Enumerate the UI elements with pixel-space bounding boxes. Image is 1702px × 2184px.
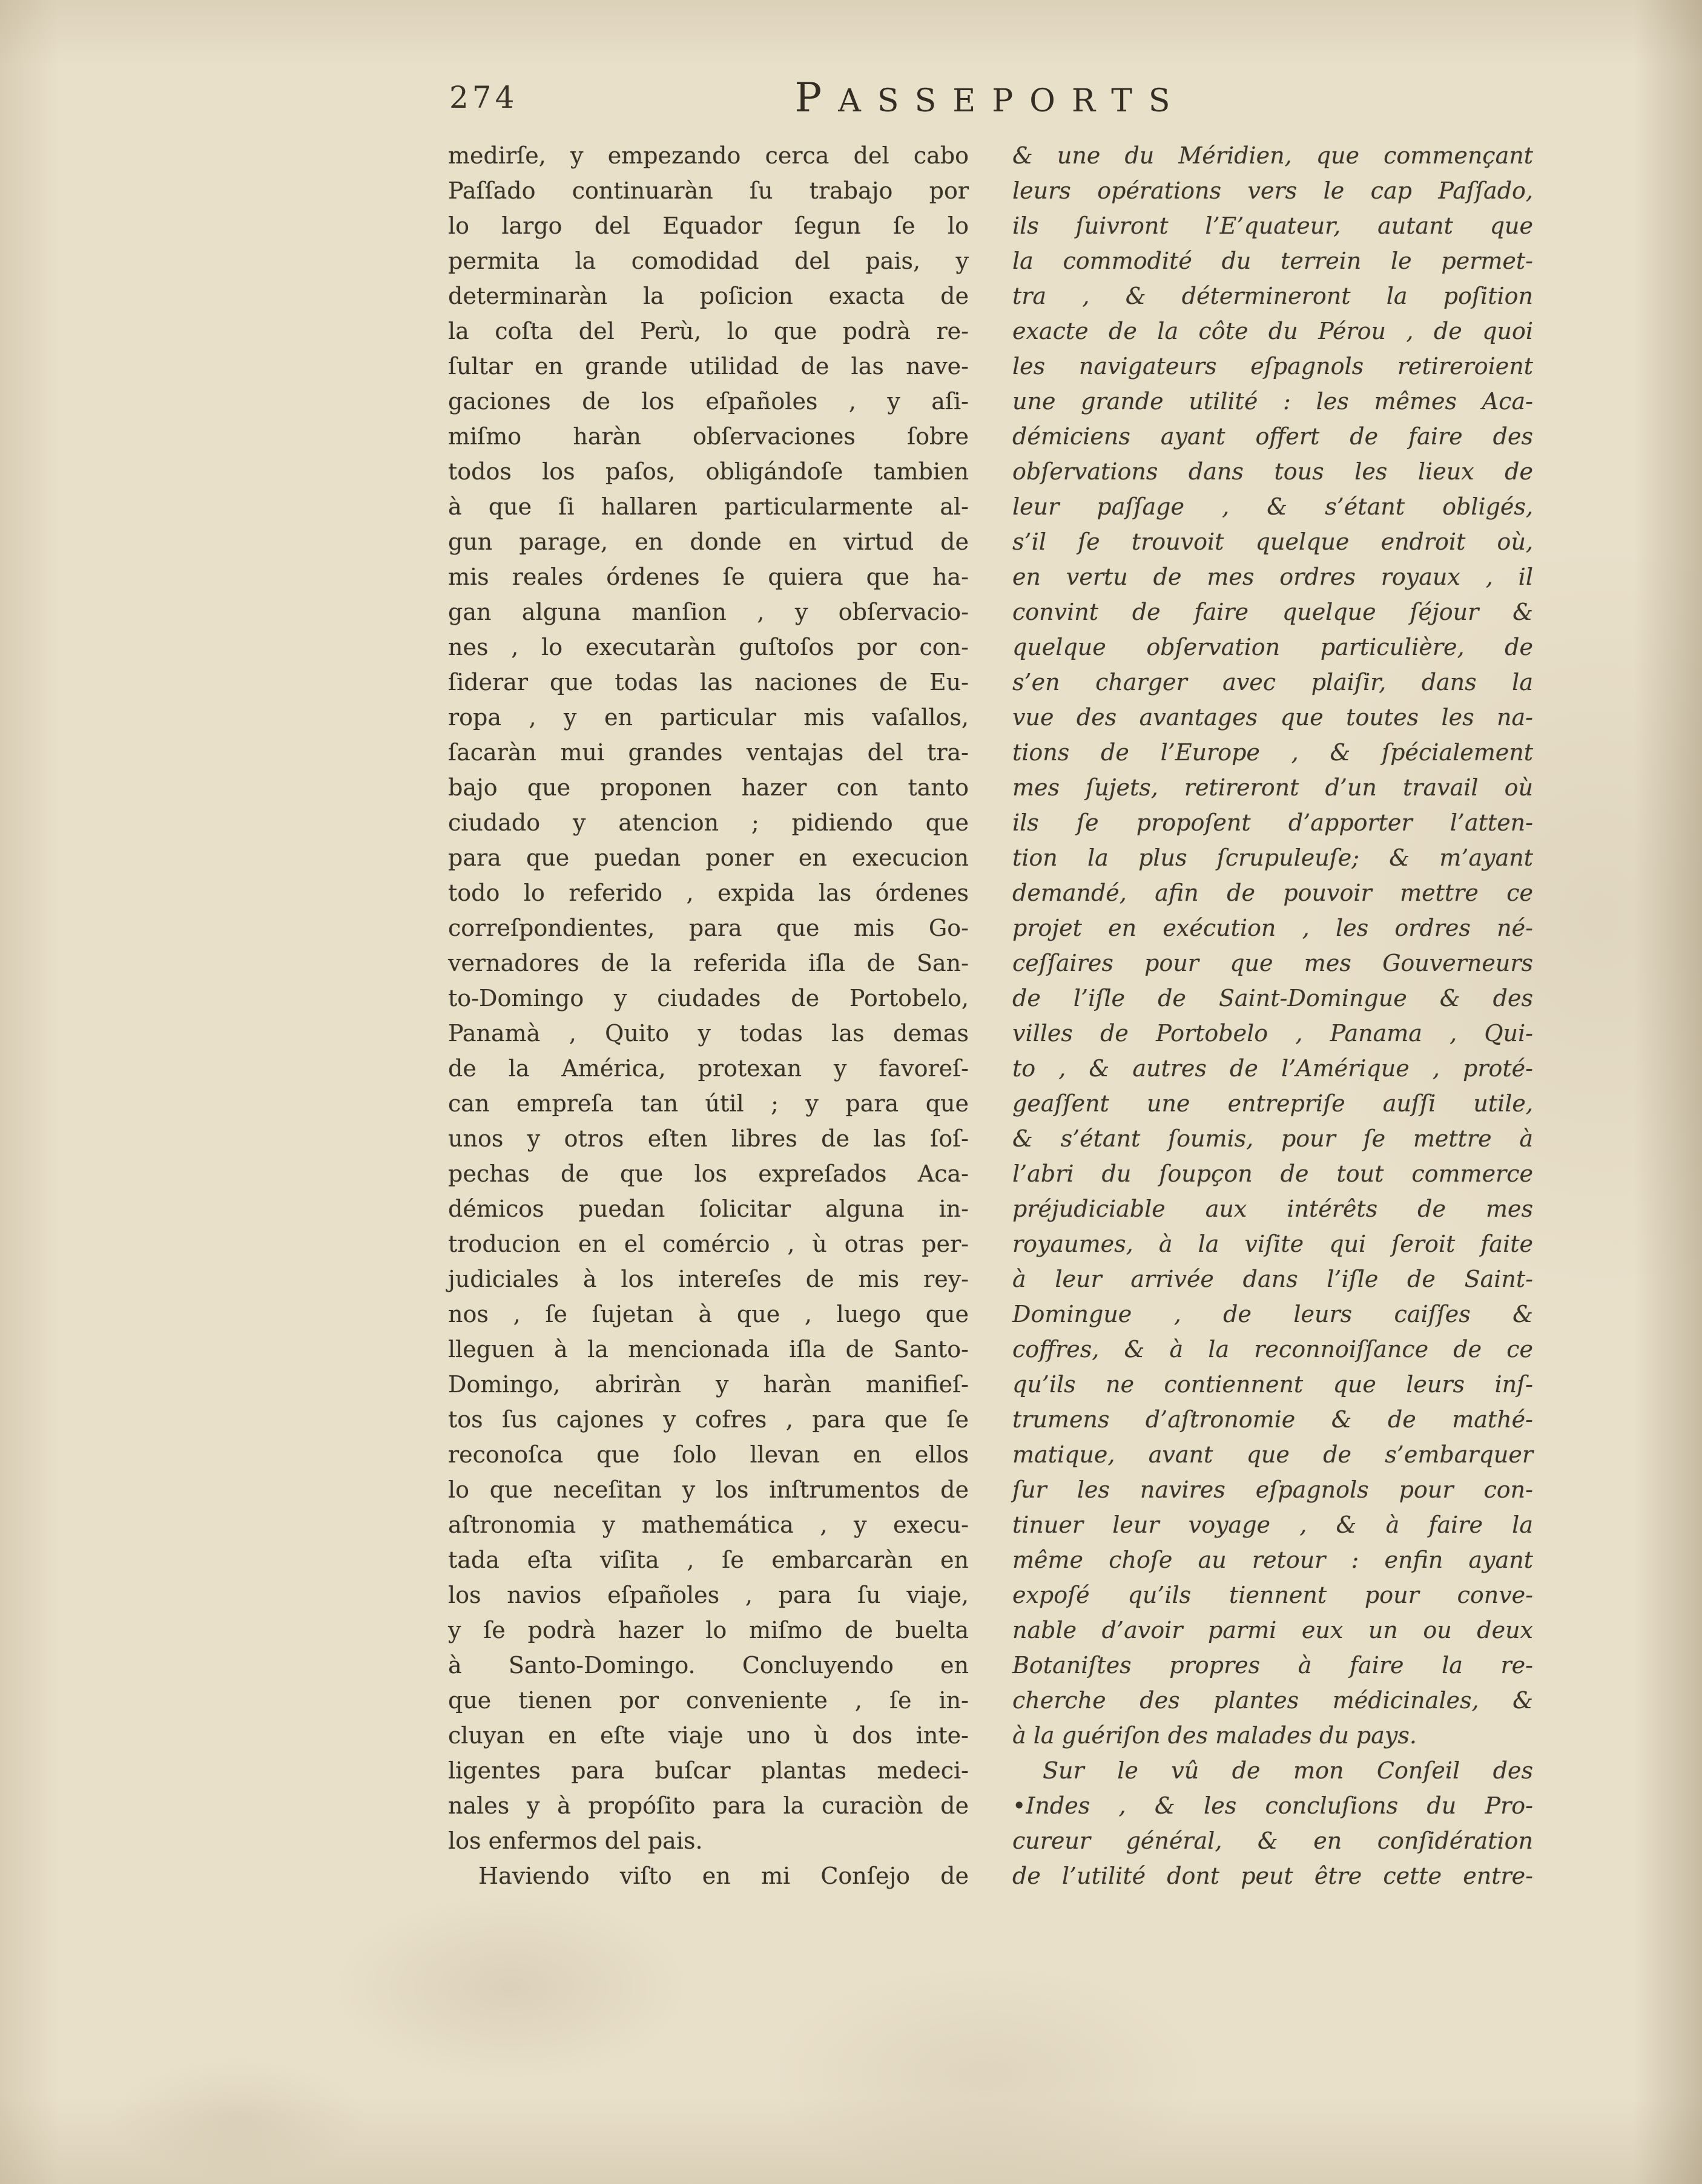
text-line: mes ſujets, retireront d’un travail où [1012,774,1533,801]
text-line: troducion en el comércio , ù otras per- [448,1231,969,1257]
text-line: Domingue , de leurs caiſſes & [1012,1301,1533,1327]
text-line: ciudado y atencion ; pidiendo que [448,809,969,836]
text-line: unos y otros eſten libres de las ſoſ- [448,1125,969,1152]
text-line: tion la plus ſcrupuleuſe; & m’ayant [1012,844,1533,871]
text-line: Sur le vû de mon Conſeil des [1043,1757,1533,1784]
page-title: PASSEPORTS [794,74,1187,121]
text-line: à leur arrivée dans l’iſle de Saint- [1012,1266,1533,1292]
text-line: to , & autres de l’Amérique , proté- [1012,1055,1533,1082]
two-column-text [448,138,1533,1893]
text-line: todo lo referido , expida las órdenes [448,880,969,906]
text-line: expoſé qu’ils tiennent pour conve- [1012,1582,1533,1608]
text-line: leur paſſage , & s’étant obligés, [1012,493,1533,520]
text-line: & s’étant ſoumis, pour ſe mettre à [1012,1125,1533,1152]
text-line: los navios eſpañoles , para ſu viaje, [448,1582,969,1608]
text-line: ils ſuivront l’E’quateur, autant que [1012,212,1533,239]
text-line: matique, avant que de s’embarquer [1012,1441,1533,1468]
right-column-french [1012,138,1533,1893]
text-line: nales y à propóſito para la curaciòn de [448,1792,969,1819]
text-line: can empreſa tan útil ; y para que [448,1090,969,1117]
text-line: todos los paſos, obligándoſe tambien [448,458,969,485]
text-line: démicos puedan ſolicitar alguna in- [448,1196,969,1222]
text-line: permita la comodidad del pais, y [448,248,969,274]
text-line: vernadores de la referida iſla de San- [448,950,969,976]
text-line: gan alguna manſion , y obſervacio- [448,599,969,625]
text-line: lo largo del Equador ſegun ſe lo [448,212,969,239]
text-line: y ſe podrà hazer lo miſmo de buelta [448,1617,969,1643]
text-line: demandé, afin de pouvoir mettre ce [1012,880,1533,906]
text-line: leurs opérations vers le cap Paſſado, [1012,177,1533,204]
text-line: même choſe au retour : enfin ayant [1012,1547,1533,1573]
text-line: to-Domingo y ciudades de Portobelo, [448,985,969,1011]
text-line: royaumes, à la viſite qui ſeroit faite [1012,1231,1533,1257]
text-line: ſultar en grande utilidad de las nave- [448,353,969,380]
text-line: reconoſca que ſolo llevan en ellos [448,1441,969,1468]
text-line: los enfermos del pais. [448,1827,703,1854]
text-line: trumens d’aſtronomie & de mathé- [1012,1406,1533,1433]
text-line: gun parage, en donde en virtud de [448,528,969,555]
text-line: Domingo, abriràn y haràn manifieſ- [448,1371,969,1398]
text-line: ſiderar que todas las naciones de Eu- [448,669,969,696]
text-line: ceſſaires pour que mes Gouverneurs [1012,950,1533,976]
page-number: 274 [449,80,518,115]
text-line: à Santo-Domingo. Concluyendo en [448,1652,969,1679]
text-line: tions de l’Europe , & ſpécialement [1012,739,1533,766]
text-line: à la guériſon des malades du pays. [1012,1722,1417,1749]
text-line: ſur les navires eſpagnols pour con- [1012,1476,1533,1503]
text-line: nes , lo executaràn guſtoſos por con- [448,634,969,660]
text-line: tos ſus cajones y cofres , para que ſe [448,1406,969,1433]
text-line: quelque obſervation particulière, de [1012,634,1533,660]
text-line: cureur général, & en conſidération [1012,1827,1533,1854]
text-line: •Indes , & les concluſions du Pro- [1012,1792,1533,1819]
text-line: para que puedan poner en execucion [448,844,969,871]
text-line: démiciens ayant offert de faire des [1012,423,1533,450]
text-line: tra , & détermineront la poſition [1012,283,1533,309]
text-line: judiciales à los intereſes de mis rey- [448,1266,969,1292]
text-line: les navigateurs eſpagnols retireroient [1012,353,1533,380]
text-line: ſacaràn mui grandes ventajas del tra- [448,739,969,766]
text-line: projet en exécution , les ordres né- [1012,915,1533,941]
text-line: & une du Méridien, que commençant [1012,142,1533,169]
text-line: ils ſe propoſent d’apporter l’atten- [1012,809,1533,836]
text-block [448,71,1533,1893]
text-line: aſtronomia y mathemática , y execu- [448,1511,969,1538]
text-line: en vertu de mes ordres royaux , il [1012,564,1533,590]
text-line: tada eſta viſita , ſe embarcaràn en [448,1547,969,1573]
text-line: obſervations dans tous les lieux de [1012,458,1533,485]
page-header [448,71,1533,127]
text-line: vue des avantages que toutes les na- [1012,704,1533,731]
text-line: ropa , y en particular mis vaſallos, [448,704,969,731]
text-line: préjudiciable aux intérêts de mes [1012,1196,1533,1222]
text-line: correſpondientes, para que mis Go- [448,915,969,941]
left-column-spanish [448,138,969,1893]
text-line: medirſe, y empezando cerca del cabo [448,142,969,169]
text-line: exacte de la côte du Pérou , de quoi [1012,318,1533,344]
text-line: determinaràn la poſicion exacta de [448,283,969,309]
text-line: geaſſent une entrepriſe auſſi utile, [1012,1090,1533,1117]
text-line: la coſta del Perù, lo que podrà re- [448,318,969,344]
text-line: une grande utilité : les mêmes Aca- [1012,388,1533,415]
text-line: nable d’avoir parmi eux un ou deux [1012,1617,1533,1643]
text-line: bajo que proponen hazer con tanto [448,774,969,801]
text-line: de l’utilité dont peut être cette entre- [1012,1863,1533,1889]
text-line: cluyan en eſte viaje uno ù dos inte- [448,1722,969,1749]
text-line: lleguen à la mencionada iſla de Santo- [448,1336,969,1363]
text-line: l’abri du ſoupçon de tout commerce [1012,1160,1533,1187]
text-line: la commodité du terrein le permet- [1012,248,1533,274]
text-line: miſmo haràn obſervaciones ſobre [448,423,969,450]
text-line: pechas de que los expreſados Aca- [448,1160,969,1187]
text-line: Panamà , Quito y todas las demas [448,1020,969,1047]
text-line: à que ſi hallaren particularmente al- [448,493,969,520]
text-line: de l’iſle de Saint-Domingue & des [1012,985,1533,1011]
text-line: s’il ſe trouvoit quelque endroit où, [1012,528,1533,555]
text-line: cherche des plantes médicinales, & [1012,1687,1533,1714]
text-line: de la América, protexan y favoreſ- [448,1055,969,1082]
text-line: lo que neceſitan y los inſtrumentos de [448,1476,969,1503]
text-line: Haviendo viſto en mi Conſejo de [478,1863,969,1889]
text-line: tinuer leur voyage , & à faire la [1012,1511,1533,1538]
text-line: gaciones de los eſpañoles , y aſi- [448,388,969,415]
text-line: Paſſado continuaràn ſu trabajo por [448,177,969,204]
text-line: qu’ils ne contiennent que leurs inſ- [1012,1371,1533,1398]
text-line: s’en charger avec plaiſir, dans la [1012,669,1533,696]
text-line: mis reales órdenes ſe quiera que ha- [448,564,969,590]
text-line: ligentes para buſcar plantas medeci- [448,1757,969,1784]
text-line: Botaniſtes propres à faire la re- [1012,1652,1533,1679]
text-line: coffres, & à la reconnoiſſance de ce [1012,1336,1533,1363]
text-line: que tienen por conveniente , ſe in- [448,1687,969,1714]
text-line: nos , ſe ſujetan à que , luego que [448,1301,969,1327]
text-line: convint de faire quelque ſéjour & [1012,599,1533,625]
text-line: villes de Portobelo , Panama , Qui- [1012,1020,1533,1047]
